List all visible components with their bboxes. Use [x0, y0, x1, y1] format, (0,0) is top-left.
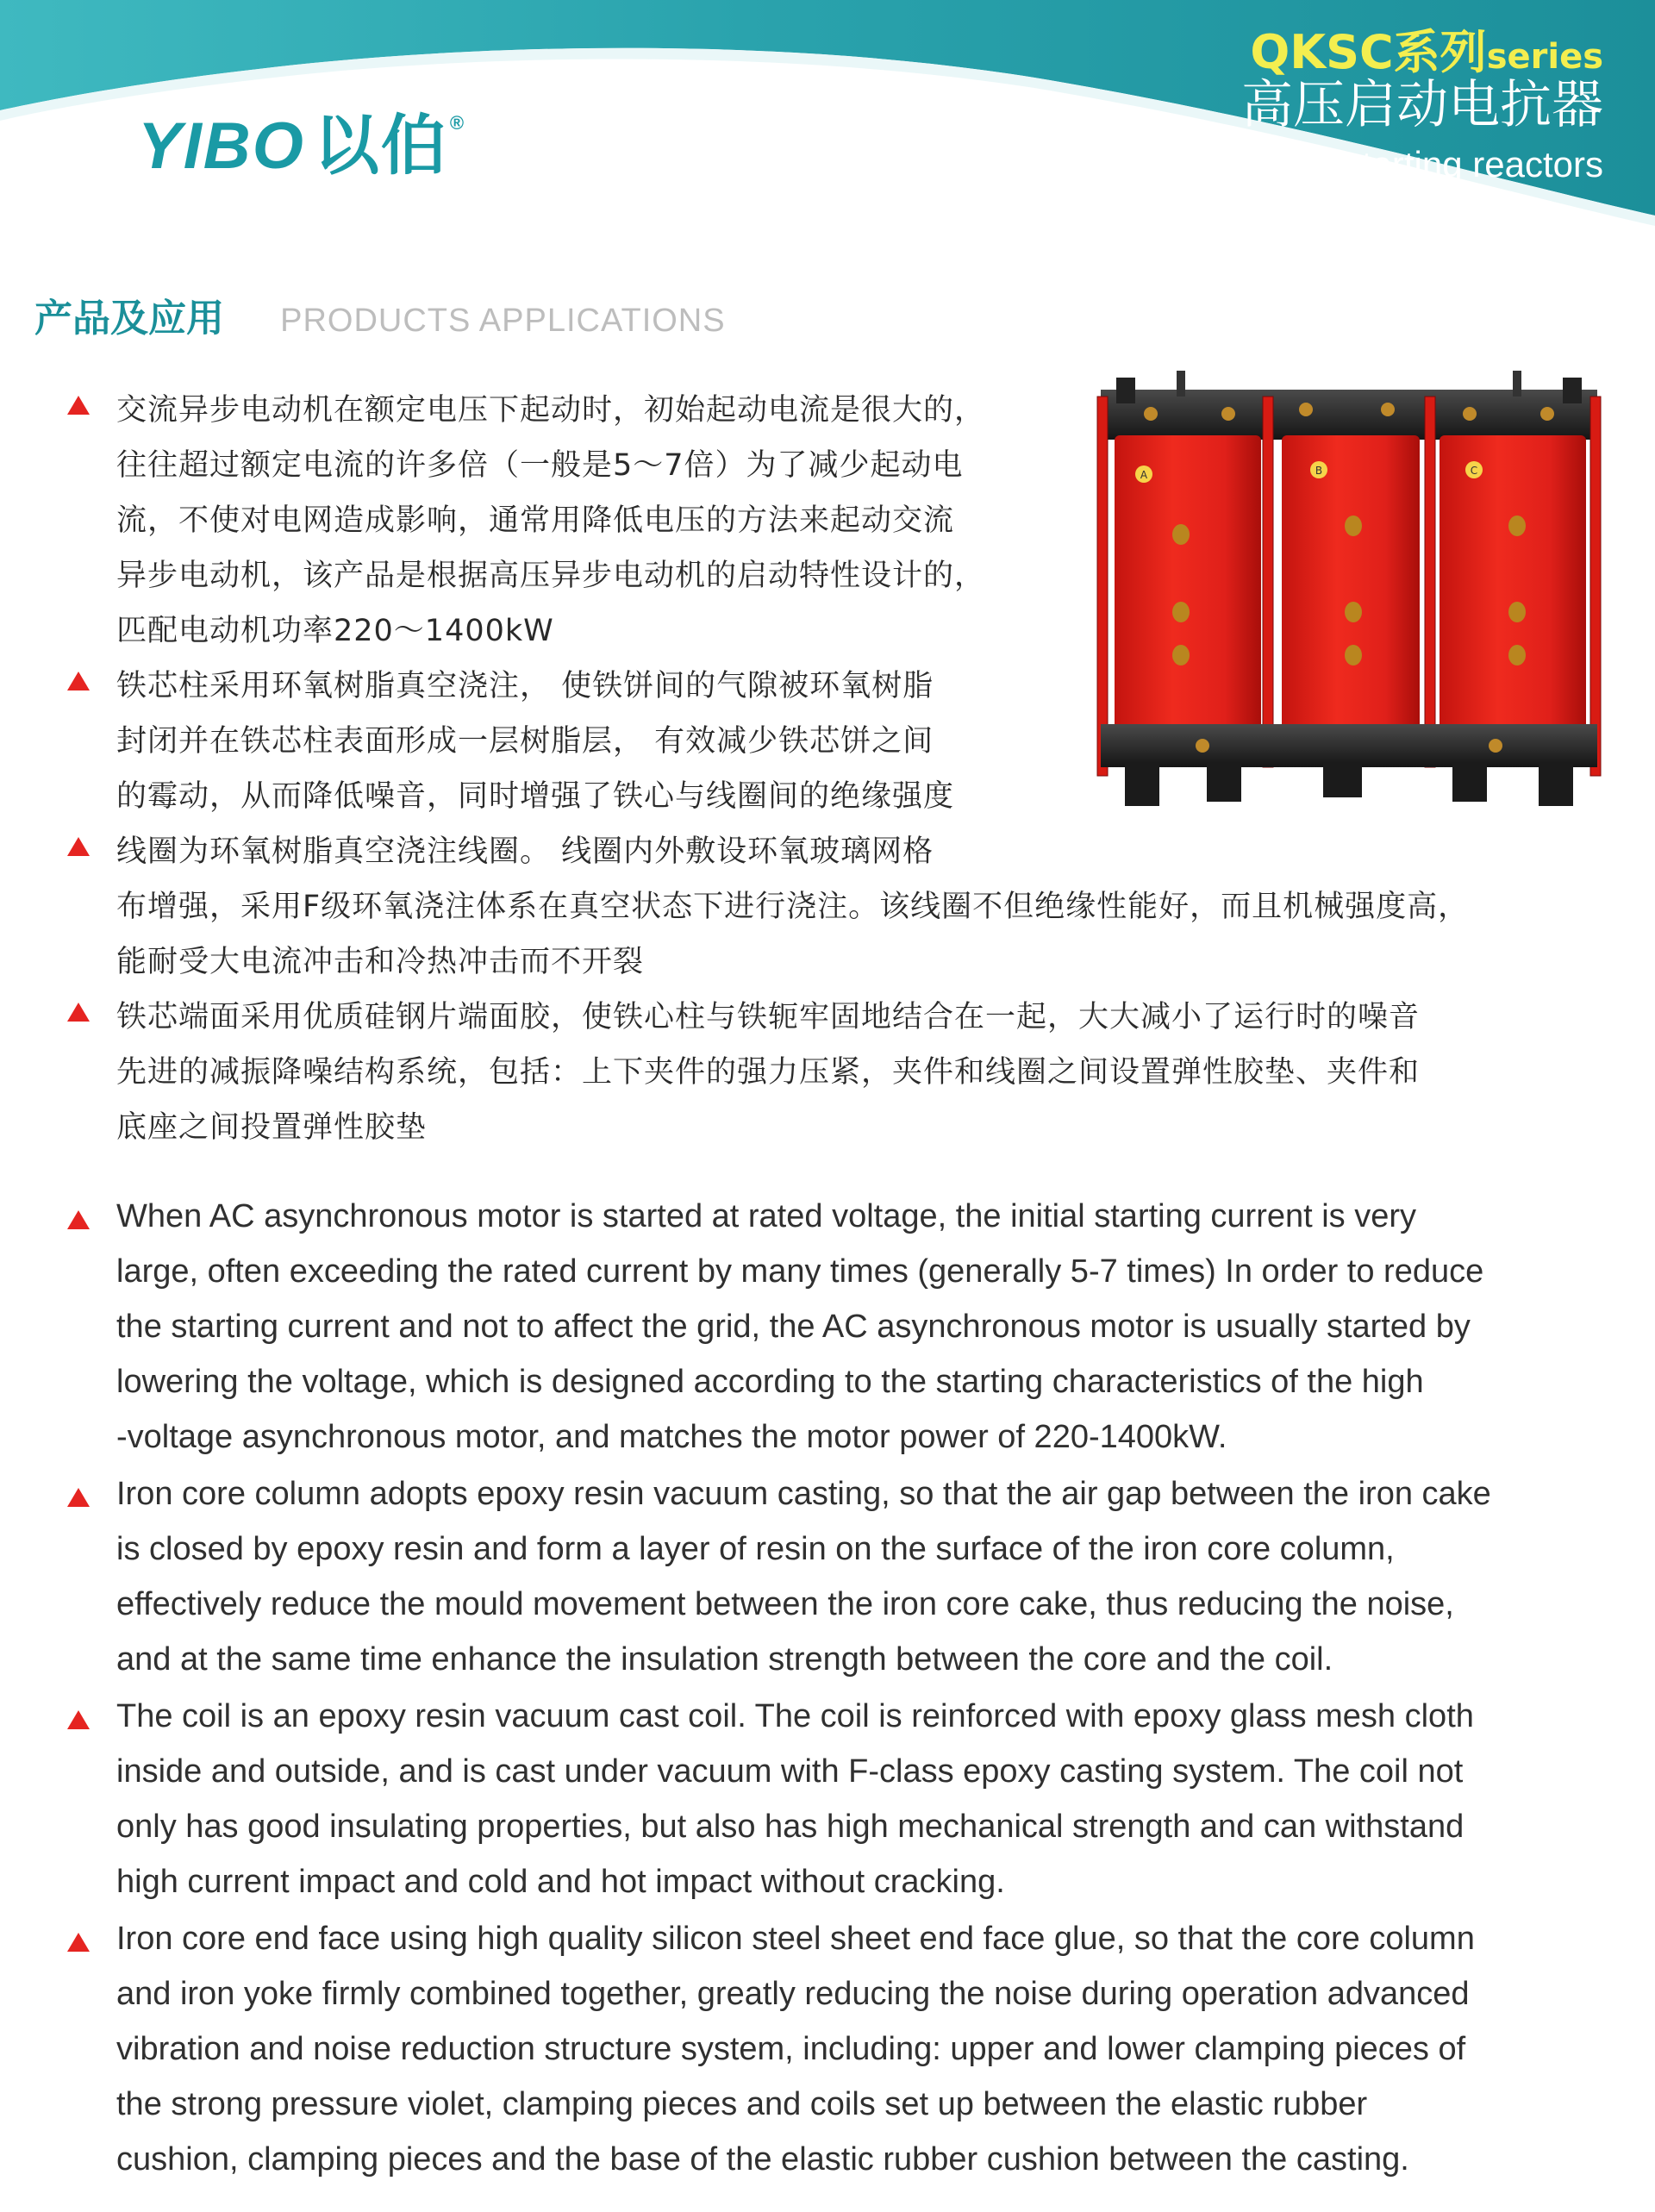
registered-mark: ® — [449, 112, 466, 134]
bullet-cn-2-line-3: 的霉动，从而降低噪音，同时增强了铁心与线圈间的绝缘强度 — [116, 779, 955, 814]
red-triangle-icon — [67, 1003, 90, 1022]
coil-c — [1440, 435, 1586, 737]
bullet-en-4-line-5: cushion, clamping pieces and the base of the elastic rubber cushion between the casting. — [116, 2141, 1409, 2178]
bullet-cn-1-line-1: 交流异步电动机在额定电压下起动时，初始起动电流是很大的， — [116, 393, 986, 428]
top-clamp — [1101, 390, 1597, 440]
reactor-product-image — [1090, 362, 1608, 810]
bottom-clamp — [1101, 724, 1597, 767]
page-title-english: High voltage starting reactors — [1132, 144, 1603, 185]
bullet-en-1-line-3: the starting current and not to affect the grid, the AC asynchronous motor is usually started by — [116, 1309, 1471, 1345]
bullet-en-4-line-1: Iron core end face using high quality silicon steel sheet end face glue, so that the core column — [116, 1921, 1475, 1957]
bullet-cn-3-line-1: 线圈为环氧树脂真空浇注线圈。 线圈内外敷设环氧玻璃网格 — [116, 834, 934, 869]
bullet-cn-3-line-2: 布增强，采用F级环氧浇注体系在真空状态下进行浇注。该线圈不但绝缘性能好，而且机械强度高， — [116, 890, 1470, 924]
bullet-en-3-line-2: inside and outside, and is cast under vacuum with F-class epoxy casting system. The coil not — [116, 1753, 1464, 1790]
section-title-chinese: 产品及应用 — [34, 297, 224, 341]
brand-logo — [138, 109, 466, 183]
page-title-chinese: 高压启动电抗器 — [1241, 75, 1603, 136]
phase-label-b: B — [1315, 465, 1323, 477]
bullet-en-4-line-4: the strong pressure violet, clamping pieces and coils set up between the elastic rubber — [116, 2086, 1368, 2122]
bullet-en-2-line-2: is closed by epoxy resin and form a layer of resin on the surface of the iron core column, — [116, 1531, 1395, 1567]
series-label — [1000, 26, 1603, 79]
section-heading — [34, 287, 726, 342]
red-triangle-icon — [67, 837, 90, 856]
red-triangle-icon — [67, 1710, 90, 1729]
bullet-en-2-line-3: effectively reduce the mould movement between the iron core cake, thus reducing the noise, — [116, 1586, 1454, 1622]
section-title-english: PRODUCTS APPLICATIONS — [280, 303, 726, 339]
bullet-en-1-line-4: lowering the voltage, which is designed according to the starting characteristics of the high — [116, 1364, 1424, 1400]
bullet-cn-1-line-2: 往往超过额定电流的许多倍（一般是5～7倍）为了减少起动电 — [116, 448, 964, 483]
bullet-en-4-line-3: vibration and noise reduction structure system, including: upper and lower clamping pieces of — [116, 2031, 1466, 2067]
bullet-cn-1-line-3: 流，不使对电网造成影响，通常用降低电压的方法来起动交流 — [116, 503, 955, 538]
red-triangle-icon — [67, 1210, 90, 1229]
series-suffix: series — [1486, 37, 1603, 77]
bullet-en-3-line-1: The coil is an epoxy resin vacuum cast coil. The coil is reinforced with epoxy glass mesh cloth — [116, 1698, 1474, 1734]
bullet-cn-4-line-1: 铁芯端面采用优质硅钢片端面胶，使铁心柱与铁轭牢固地结合在一起，大大减小了运行时的噪音 — [116, 1000, 1421, 1034]
phase-label-c: C — [1470, 465, 1478, 477]
logo-chinese: 以伯 — [313, 109, 448, 183]
bullet-en-1-line-2: large, often exceeding the rated current by many times (generally 5-7 times) In order to reduce — [116, 1253, 1484, 1290]
coil-a — [1115, 435, 1261, 737]
bullet-en-1-line-5: -voltage asynchronous motor, and matches the motor power of 220-1400kW. — [116, 1419, 1227, 1455]
bullet-cn-2-line-2: 封闭并在铁芯柱表面形成一层树脂层， 有效减少铁芯饼之间 — [116, 724, 934, 759]
bullet-cn-1-line-4: 异步电动机，该产品是根据高压异步电动机的启动特性设计的， — [116, 559, 986, 593]
bullet-cn-4-line-3: 底座之间投置弹性胶垫 — [116, 1110, 428, 1145]
bullet-en-3-line-3: only has good insulating properties, but also has high mechanical strength and can withstand — [116, 1809, 1465, 1845]
red-triangle-icon — [67, 672, 90, 690]
header-titles — [1000, 26, 1603, 185]
red-triangle-icon — [67, 396, 90, 415]
bullet-cn-4-line-2: 先进的减振降噪结构系统，包括：上下夹件的强力压紧，夹件和线圈之间设置弹性胶垫、夹件和 — [116, 1055, 1421, 1090]
phase-label-a: A — [1140, 469, 1148, 481]
red-triangle-icon — [67, 1488, 90, 1507]
coil-b — [1282, 435, 1420, 737]
red-triangle-icon — [67, 1933, 90, 1952]
logo-text: YIBO — [138, 109, 305, 183]
bullet-cn-3-line-3: 能耐受大电流冲击和冷热冲击而不开裂 — [116, 945, 645, 979]
bullet-en-1-line-1: When AC asynchronous motor is started at rated voltage, the initial starting current is very — [116, 1198, 1417, 1234]
bullet-en-2-line-4: and at the same time enhance the insulation strength between the core and the coil. — [116, 1641, 1333, 1678]
bullet-en-3-line-4: high current impact and cold and hot impact without cracking. — [116, 1864, 1005, 1900]
series-main: QKSC系列 — [1250, 25, 1487, 79]
bullet-en-4-line-2: and iron yoke firmly combined together, greatly reducing the noise during operation advanced — [116, 1976, 1470, 2012]
bullet-en-2-line-1: Iron core column adopts epoxy resin vacuum casting, so that the air gap between the iron cake — [116, 1476, 1491, 1512]
bullet-cn-2-line-1: 铁芯柱采用环氧树脂真空浇注， 使铁饼间的气隙被环氧树脂 — [116, 669, 934, 703]
bullet-cn-1-line-5: 匹配电动机功率220～1400kW — [116, 614, 554, 648]
